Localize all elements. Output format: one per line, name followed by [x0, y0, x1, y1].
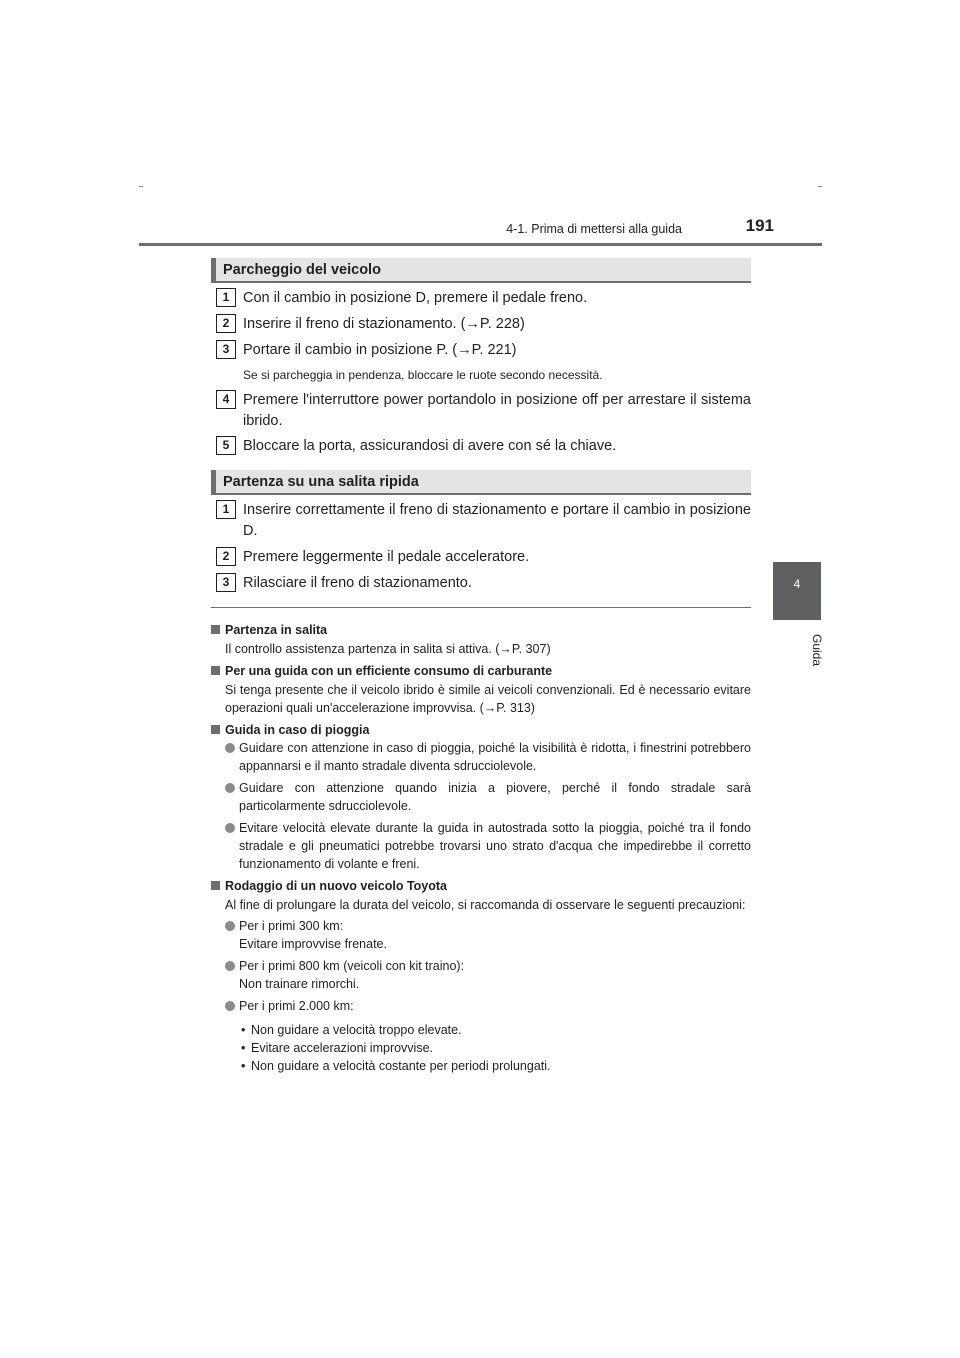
- step-text: Rilasciare il freno di stazionamento.: [243, 575, 472, 591]
- breakin-sub-3: • Non guidare a velocità costante per periodi prolungati.: [241, 1059, 551, 1073]
- round-bullet-icon: [225, 961, 235, 971]
- breakin-bullet-2000km: Per i primi 2.000 km:: [211, 997, 751, 1015]
- page-number: 191: [745, 216, 774, 235]
- rain-bullet-3: Evitare velocità elevate durante la guida in autostrada sotto la pioggia, poiché tra il fondo stradale e gli pneumatici potrebbe trovarsi uno strato d'acqua che impedirebbe il corretto funzionamento di volante e freni.: [211, 819, 751, 873]
- small-bullet-icon: •: [241, 1023, 246, 1037]
- header-section-title: 4-1. Prima di mettersi alla guida: [506, 222, 682, 236]
- parking-note: Se si parcheggia in pendenza, bloccare le ruote secondo necessità.: [243, 368, 603, 382]
- step-text: Inserire correttamente il freno di stazionamento e portare il cambio in posizione D.: [243, 502, 751, 539]
- round-bullet-icon: [225, 743, 235, 753]
- square-bullet-icon: [211, 666, 220, 675]
- step-text: Premere leggermente il pedale acceleratore.: [243, 549, 530, 565]
- step-text: Premere l'interruttore power portandolo in posizione off per arrestare il sistema ibrido.: [243, 392, 751, 429]
- note-heading-rain: Guida in caso di pioggia: [211, 721, 751, 739]
- hill-step-2: [216, 547, 751, 568]
- step-number: 4: [216, 390, 236, 409]
- note-heading-hill: Partenza in salita: [211, 621, 751, 639]
- step-text: Portare il cambio in posizione P. (→P. 221): [243, 342, 517, 358]
- chapter-tab-label: Guida: [810, 633, 824, 667]
- parking-step-4: [216, 390, 751, 432]
- note-heading-breakin: Rodaggio di un nuovo veicolo Toyota: [211, 877, 751, 895]
- round-bullet-icon: [225, 921, 235, 931]
- section-heading-parking: Parcheggio del veicolo: [211, 258, 751, 283]
- note-text-breakin: Al fine di prolungare la durata del veicolo, si raccomanda di osservare le seguenti precauzioni:: [225, 898, 746, 912]
- hill-step-3: [216, 573, 751, 594]
- parking-step-3: [216, 340, 751, 361]
- round-bullet-icon: [225, 823, 235, 833]
- square-bullet-icon: [211, 625, 220, 634]
- breakin-bullet-800km: Per i primi 800 km (veicoli con kit traino): Non trainare rimorchi.: [211, 957, 751, 993]
- step-text: Inserire il freno di stazionamento. (→P. 228): [243, 316, 525, 332]
- chapter-tab[interactable]: 4: [773, 562, 821, 620]
- step-text: Bloccare la porta, assicurandosi di avere con sé la chiave.: [243, 438, 617, 454]
- hill-step-1: [216, 500, 751, 542]
- step-number: 2: [216, 314, 236, 333]
- parking-step-5: [216, 436, 751, 457]
- section-heading-hill-start: Partenza su una salita ripida: [211, 470, 751, 495]
- step-number: 3: [216, 573, 236, 592]
- parking-step-2: [216, 314, 751, 335]
- small-bullet-icon: •: [241, 1059, 246, 1073]
- round-bullet-icon: [225, 1001, 235, 1011]
- round-bullet-icon: [225, 783, 235, 793]
- step-number: 3: [216, 340, 236, 359]
- header-rule: [139, 243, 822, 246]
- step-number: 2: [216, 547, 236, 566]
- parking-step-1: [216, 288, 751, 309]
- breakin-bullet-300km: Per i primi 300 km: Evitare improvvise frenate.: [211, 917, 751, 953]
- step-text: Con il cambio in posizione D, premere il pedale freno.: [243, 290, 588, 306]
- crop-mark-left: [139, 186, 143, 187]
- square-bullet-icon: [211, 725, 220, 734]
- note-text-hill: Il controllo assistenza partenza in salita si attiva. (→P. 307): [225, 642, 551, 656]
- square-bullet-icon: [211, 881, 220, 890]
- step-number: 5: [216, 436, 236, 455]
- step-number: 1: [216, 500, 236, 519]
- rain-bullet-1: Guidare con attenzione in caso di pioggia, poiché la visibilità è ridotta, i finestrini potrebbero appannarsi e il manto stradale diventa sdrucciolevole.: [211, 739, 751, 775]
- crop-mark-right: [818, 186, 822, 187]
- note-heading-fuel: Per una guida con un efficiente consumo di carburante: [211, 662, 751, 680]
- note-text-fuel: Si tenga presente che il veicolo ibrido è simile ai veicoli convenzionali. Ed è necessario evitare operazioni quali un'accelerazione improvvisa. (→P. 313): [225, 683, 751, 715]
- breakin-sub-1: • Non guidare a velocità troppo elevate.: [241, 1023, 462, 1037]
- small-bullet-icon: •: [241, 1041, 246, 1055]
- notes-block: [211, 617, 751, 1075]
- breakin-sub-2: • Evitare accelerazioni improvvise.: [241, 1041, 434, 1055]
- rain-bullet-2: Guidare con attenzione quando inizia a piovere, perché il fondo stradale sarà particolarmente sdrucciolevole.: [211, 779, 751, 815]
- notes-divider: [211, 607, 751, 608]
- step-number: 1: [216, 288, 236, 307]
